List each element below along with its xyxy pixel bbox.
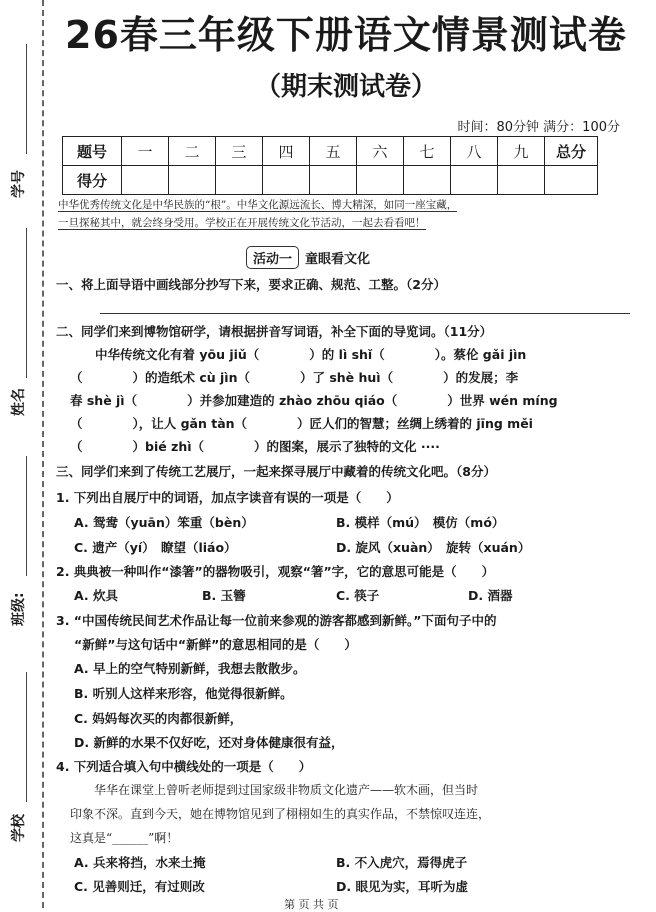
banji-label: 班级: <box>11 592 27 626</box>
q2-line: 春 shè jì（ ）并参加建造的 zhào zhōu qiáo（ ）世界 wén míng <box>70 393 558 408</box>
q3-4-option-b[interactable]: B. 不入虎穴，焉得虎子 <box>336 855 468 870</box>
score-col-5: 五 <box>310 137 357 166</box>
score-value-label: 得分 <box>63 166 122 195</box>
q3-2-stem: 2. 典典被一种叫作“漆箸”的器物吸引，观察“箸”字，它的意思可能是（ ） <box>56 564 495 579</box>
q3-4-option-d[interactable]: D. 眼见为实，耳听为虚 <box>336 879 468 894</box>
xuehao-label: 学号 <box>11 170 27 198</box>
binding-margin <box>0 0 44 908</box>
question-3-title: 三、同学们来到了传统工艺展厅，一起来探寻展厅中藏着的传统文化吧。（8分） <box>56 464 496 479</box>
score-col-7: 七 <box>404 137 451 166</box>
q3-4-passage-line: 华华在课堂上曾听老师提到过国家级非物质文化遗产——软木画，但当时 <box>70 783 479 797</box>
xuehao-line <box>26 44 27 154</box>
q3-2-option-a[interactable]: A. 炊具 <box>74 588 119 603</box>
q3-1-option-d[interactable]: D. 旋风（xuàn） 旋转（xuán） <box>336 540 531 555</box>
score-col-6: 六 <box>357 137 404 166</box>
q3-1-option-b[interactable]: B. 模样（mú） 模仿（mó） <box>336 515 505 530</box>
score-col-2: 二 <box>169 137 216 166</box>
score-cell-total[interactable] <box>545 166 598 195</box>
q3-2-option-d[interactable]: D. 酒器 <box>468 588 513 603</box>
question-1-title: 一、将上面导语中画线部分抄写下来，要求正确、规范、工整。（2分） <box>56 277 446 292</box>
score-value-row <box>63 166 598 195</box>
q3-1-stem: 1. 下列出自展厅中的词语，加点字读音有误的一项是（ ） <box>56 490 399 505</box>
xuexiao-label: 学校 <box>11 814 27 842</box>
q3-3-option-c[interactable]: C. 妈妈每次买的肉都很新鲜， <box>74 711 243 726</box>
exam-meta: 时间：80分钟 满分：100分 <box>457 120 620 135</box>
q2-line: （ ）bié zhì（ ）的图案，展示了独特的文化 ···· <box>70 439 440 454</box>
question-1-answer-line[interactable] <box>100 313 630 314</box>
xingming-label: 姓名 <box>11 388 27 416</box>
intro-line-2: 一旦探秘其中，就会终身受用。学校正在开展传统文化节活动，一起去看看吧！ <box>58 217 426 229</box>
q2-line: （ ）的造纸术 cù jìn（ ）了 shè huì（ ）的发展；李 <box>70 370 519 385</box>
score-cell[interactable] <box>498 166 545 195</box>
score-cell[interactable] <box>122 166 169 195</box>
question-2-title: 二、同学们来到博物馆研学，请根据拼音写词语，补全下面的导览词。（11分） <box>56 324 493 339</box>
intro-paragraph <box>58 196 638 232</box>
question-2-passage <box>70 343 638 458</box>
activity-heading <box>246 246 370 269</box>
score-cell[interactable] <box>169 166 216 195</box>
page-subtitle: （期末测试卷） <box>254 72 437 102</box>
score-cell[interactable] <box>451 166 498 195</box>
score-header-label: 题号 <box>63 137 122 166</box>
q3-4-option-c[interactable]: C. 见善则迁，有过则改 <box>74 879 205 894</box>
q3-3-option-d[interactable]: D. 新鲜的水果不仅好吃，还对身体健康很有益， <box>74 735 344 750</box>
q2-line: 中华传统文化有着 yōu jiǔ（ ）的 lì shǐ（ ）。蔡伦 gǎi jìn <box>70 347 527 362</box>
q3-3-option-a[interactable]: A. 早上的空气特别新鲜，我想去散散步。 <box>74 661 306 676</box>
score-header-row <box>63 137 598 166</box>
q3-3-stem-2: “新鲜”与这句话中“新鲜”的意思相同的是（ ） <box>74 637 357 652</box>
q3-4-passage-line: 印象不深。直到今天，她在博物馆见到了栩栩如生的真实作品，不禁惊叹连连， <box>70 807 491 821</box>
banji-line <box>26 456 27 576</box>
q3-2-option-b[interactable]: B. 玉簪 <box>202 588 246 603</box>
score-cell[interactable] <box>263 166 310 195</box>
q3-1-option-a[interactable]: A. 鸳鸯（yuān）笨重（bèn） <box>74 515 254 530</box>
score-col-4: 四 <box>263 137 310 166</box>
page-footer: 第 页 共 页 <box>284 898 339 911</box>
binding-dashed-line <box>42 0 44 908</box>
q3-4-passage-line: 这真是“______”啊！ <box>70 831 179 845</box>
score-col-3: 三 <box>216 137 263 166</box>
q2-line: （ ），让人 gǎn tàn（ ）匠人们的智慧；丝绸上绣着的 jīng měi <box>70 416 533 431</box>
q3-1-option-c[interactable]: C. 遗产（yí） 瞭望（liáo） <box>74 540 237 555</box>
score-col-1: 一 <box>122 137 169 166</box>
score-cell[interactable] <box>216 166 263 195</box>
q3-4-option-a[interactable]: A. 兵来将挡，水来土掩 <box>74 855 206 870</box>
score-cell[interactable] <box>357 166 404 195</box>
page-title: 26春三年级下册语文情景测试卷 <box>65 13 627 57</box>
score-table <box>62 136 598 195</box>
activity-box-label: 活动一 <box>246 246 299 269</box>
score-col-8: 八 <box>451 137 498 166</box>
xuexiao-line <box>26 672 27 802</box>
score-cell[interactable] <box>310 166 357 195</box>
activity-name: 童眼看文化 <box>305 252 371 267</box>
score-col-total: 总分 <box>545 137 598 166</box>
q3-3-option-b[interactable]: B. 听别人这样来形容，他觉得很新鲜。 <box>74 686 293 701</box>
q3-2-option-c[interactable]: C. 筷子 <box>336 588 380 603</box>
intro-line-1: 中华优秀传统文化是中华民族的“根”。中华文化源远流长、博大精深，如同一座宝藏， <box>58 199 458 211</box>
score-col-9: 九 <box>498 137 545 166</box>
q3-3-stem-1: 3. “中国传统民间艺术作品让每一位前来参观的游客都感到新鲜。”下面句子中的 <box>56 613 497 628</box>
score-cell[interactable] <box>404 166 451 195</box>
q3-4-passage <box>70 778 630 850</box>
q3-4-stem: 4. 下列适合填入句中横线处的一项是（ ） <box>56 759 312 774</box>
xingming-line <box>26 228 27 378</box>
